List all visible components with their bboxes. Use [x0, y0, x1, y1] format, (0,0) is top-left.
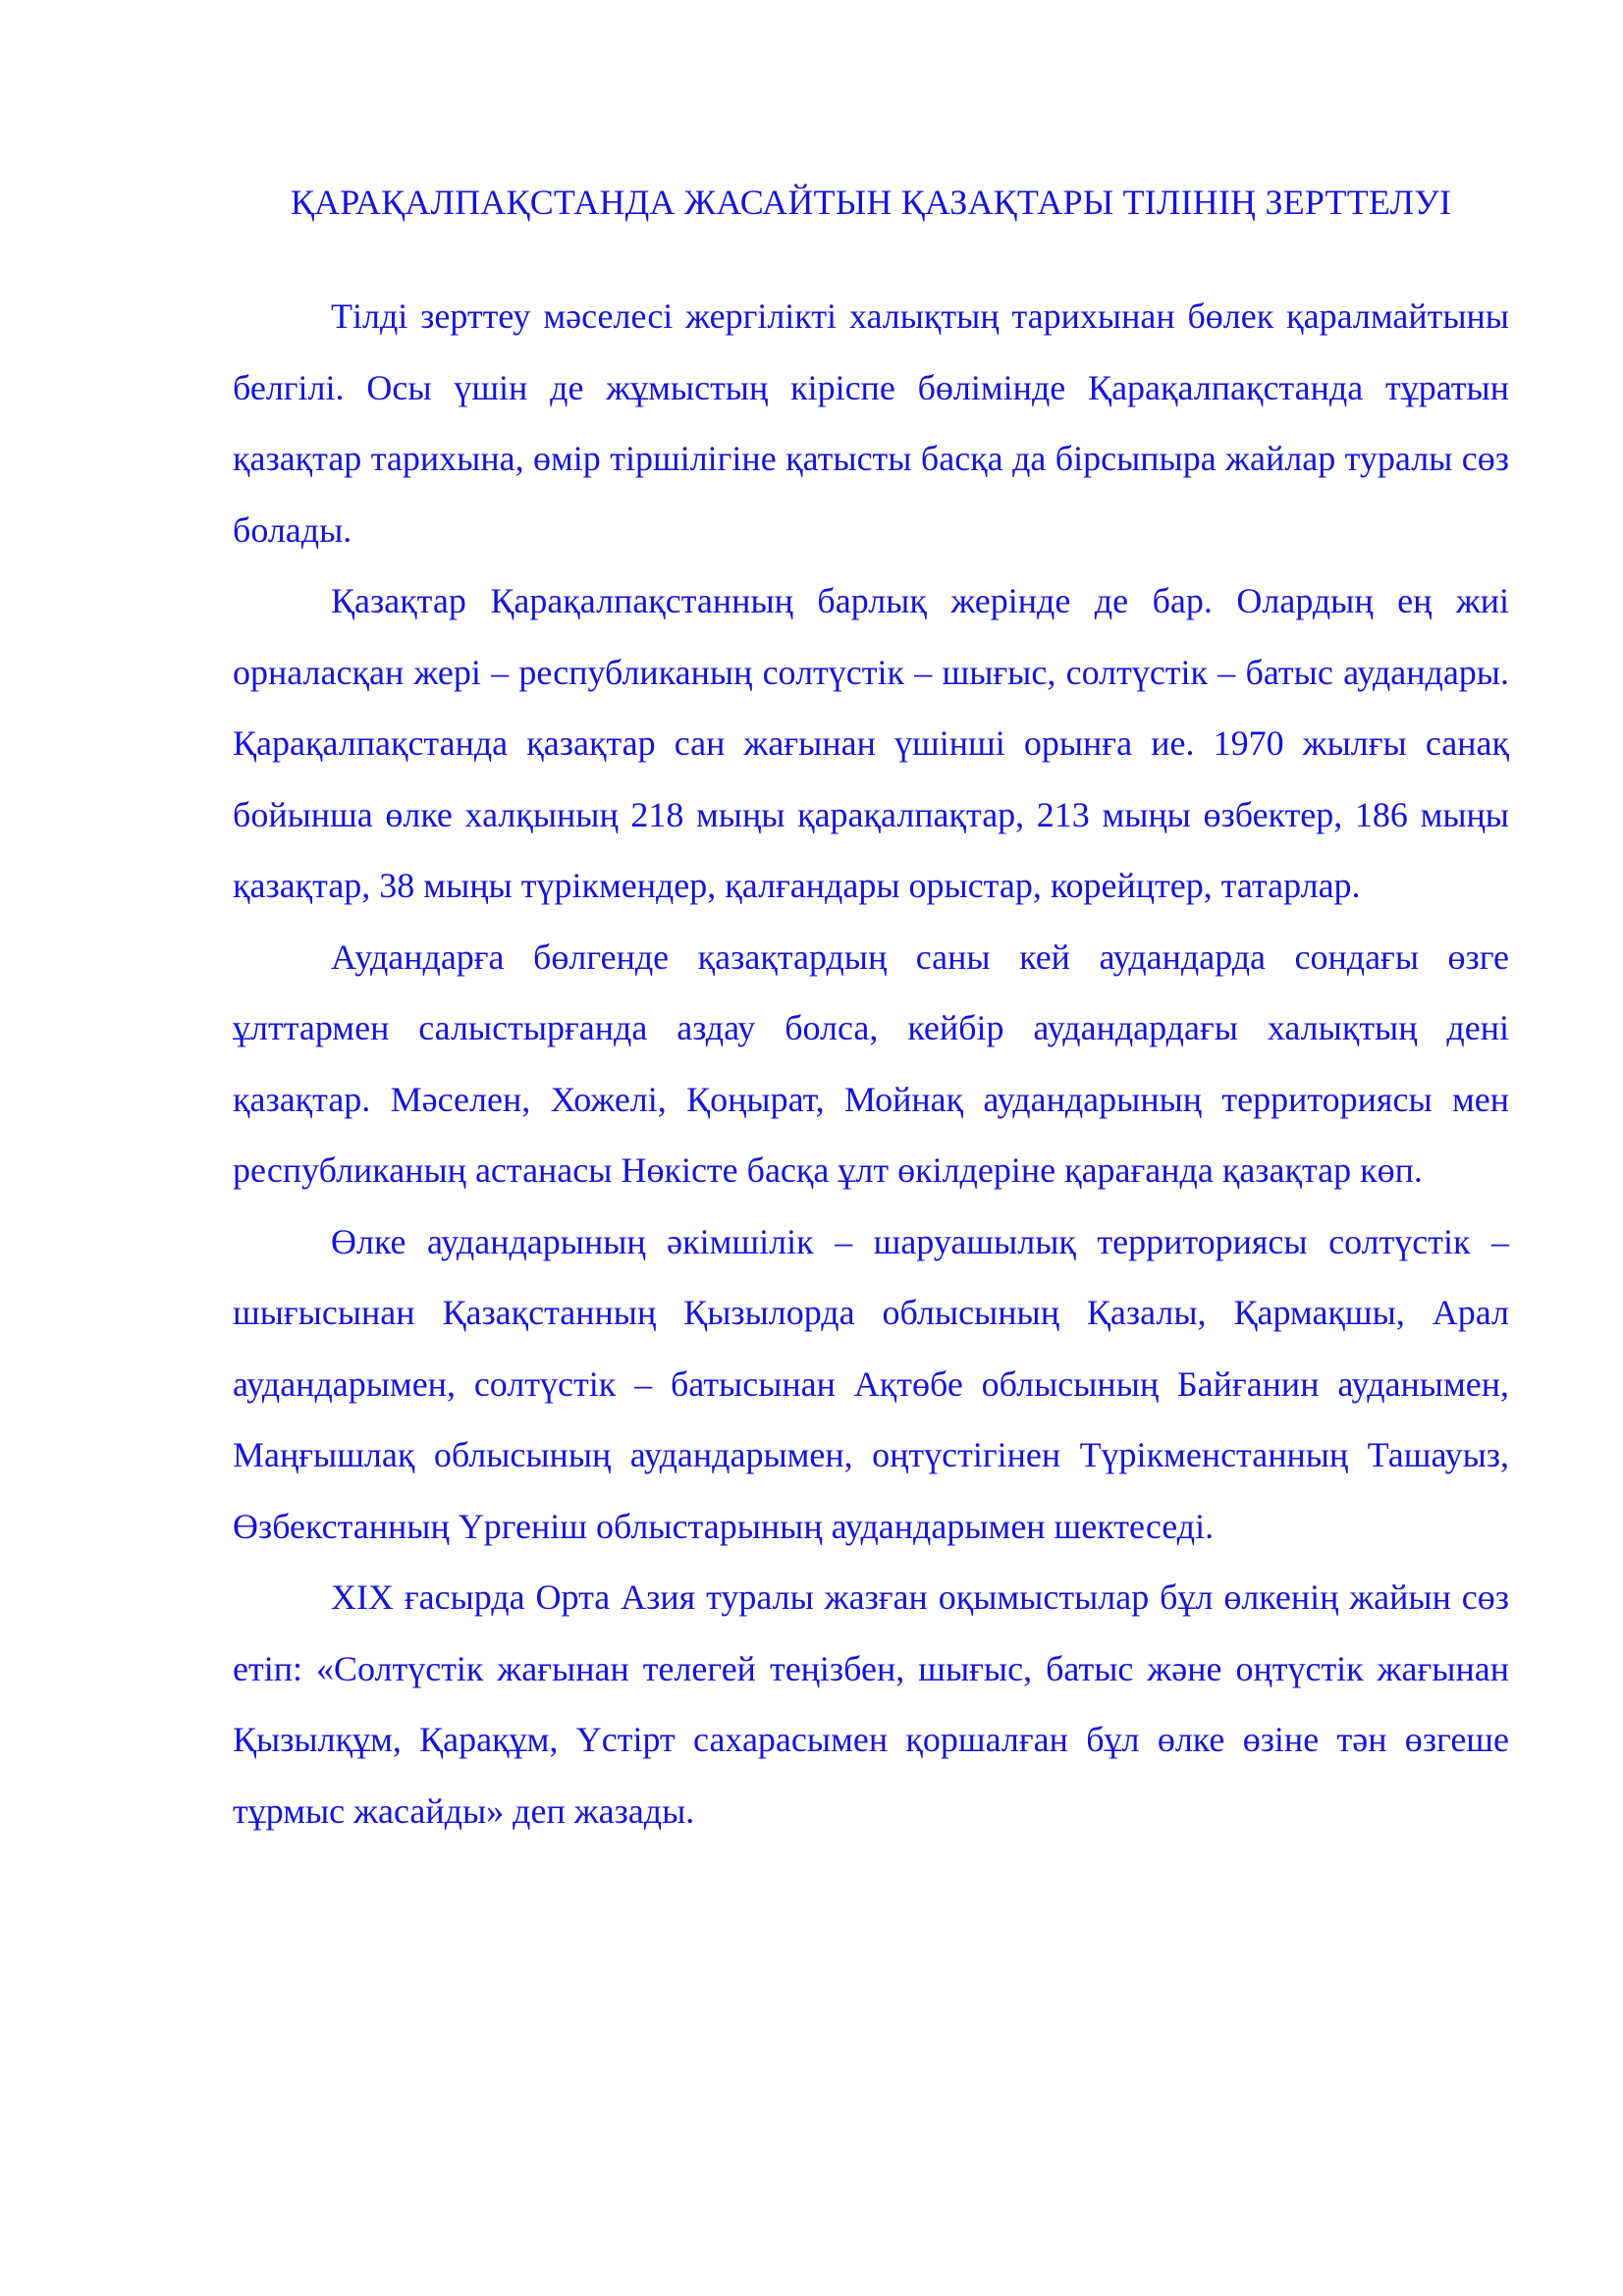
paragraph-4: Өлке аудандарының əкімшілік – шаруашылық территориясы солтүстік – шығысынан Қазақстанның Қызылорда облысының Қазалы, Қармақшы, Арал аудандарымен, солтүстік – батысынан Ақтөбе облысының Байғанин ауданымен, Маңғышлақ облысының аудандарымен, оңтүстігінен Түрікменстанның Ташауыз, Өзбекстанның Үргеніш облыстарының аудандарымен шектеседі. — [233, 1221, 1509, 1546]
paragraph-3: Аудандарға бөлгенде қазақтардың саны кей аудандарда сондағы өзге ұлттармен салыстырғанда аздау болса, кейбір аудандардағы халықтың дені қазақтар. Мəселен, Хожелі, Қоңырат, Мойнақ аудандарының территориясы мен республиканың астанасы Нөкісте басқа ұлт өкілдеріне қарағанда қазақтар көп. — [233, 936, 1509, 1190]
paragraph-1: Тілді зерттеу мəселесі жергілікті халықтың тарихынан бөлек қаралмайтыны белгілі. Осы үшін де жұмыстың кіріспе бөлімінде Қарақалпақстанда тұратын қазақтар тарихына, өмір тіршілігіне қатысты басқа да бірсыпыра жайлар туралы сөз болады. — [233, 296, 1509, 550]
document-body — [233, 167, 1509, 1846]
paragraph-2: Қазақтар Қарақалпақстанның барлық жерінде де бар. Олардың ең жиі орналасқан жері – республиканың солтүстік – шығыс, солтүстік – батыс аудандары. Қарақалпақстанда қазақтар сан жағынан үшінші орынға ие. 1970 жылғы санақ бойынша өлке халқының 218 мыңы қарақалпақтар, 213 мыңы өзбектер, 186 мыңы қазақтар, 38 мыңы түрікмендер, қалғандары орыстар, корейцтер, татарлар. — [233, 581, 1509, 905]
document-title: ҚАРАҚАЛПАҚСТАНДА ЖАСАЙТЫН ҚАЗАҚТАРЫ ТІЛІНІҢ ЗЕРТТЕЛУІ — [290, 183, 1452, 222]
paragraph-5: XIX ғасырда Орта Азия туралы жазған оқымыстылар бұл өлкенің жайын сөз етіп: «Солтүстік жағынан телегей теңізбен, шығыс, батыс жəне оңтүстік жағынан Қызылқұм, Қарақұм, Үстірт сахарасымен қоршалған бұл өлке өзіне тəн өзгеше тұрмыс жасайды» деп жазады. — [233, 1577, 1509, 1831]
